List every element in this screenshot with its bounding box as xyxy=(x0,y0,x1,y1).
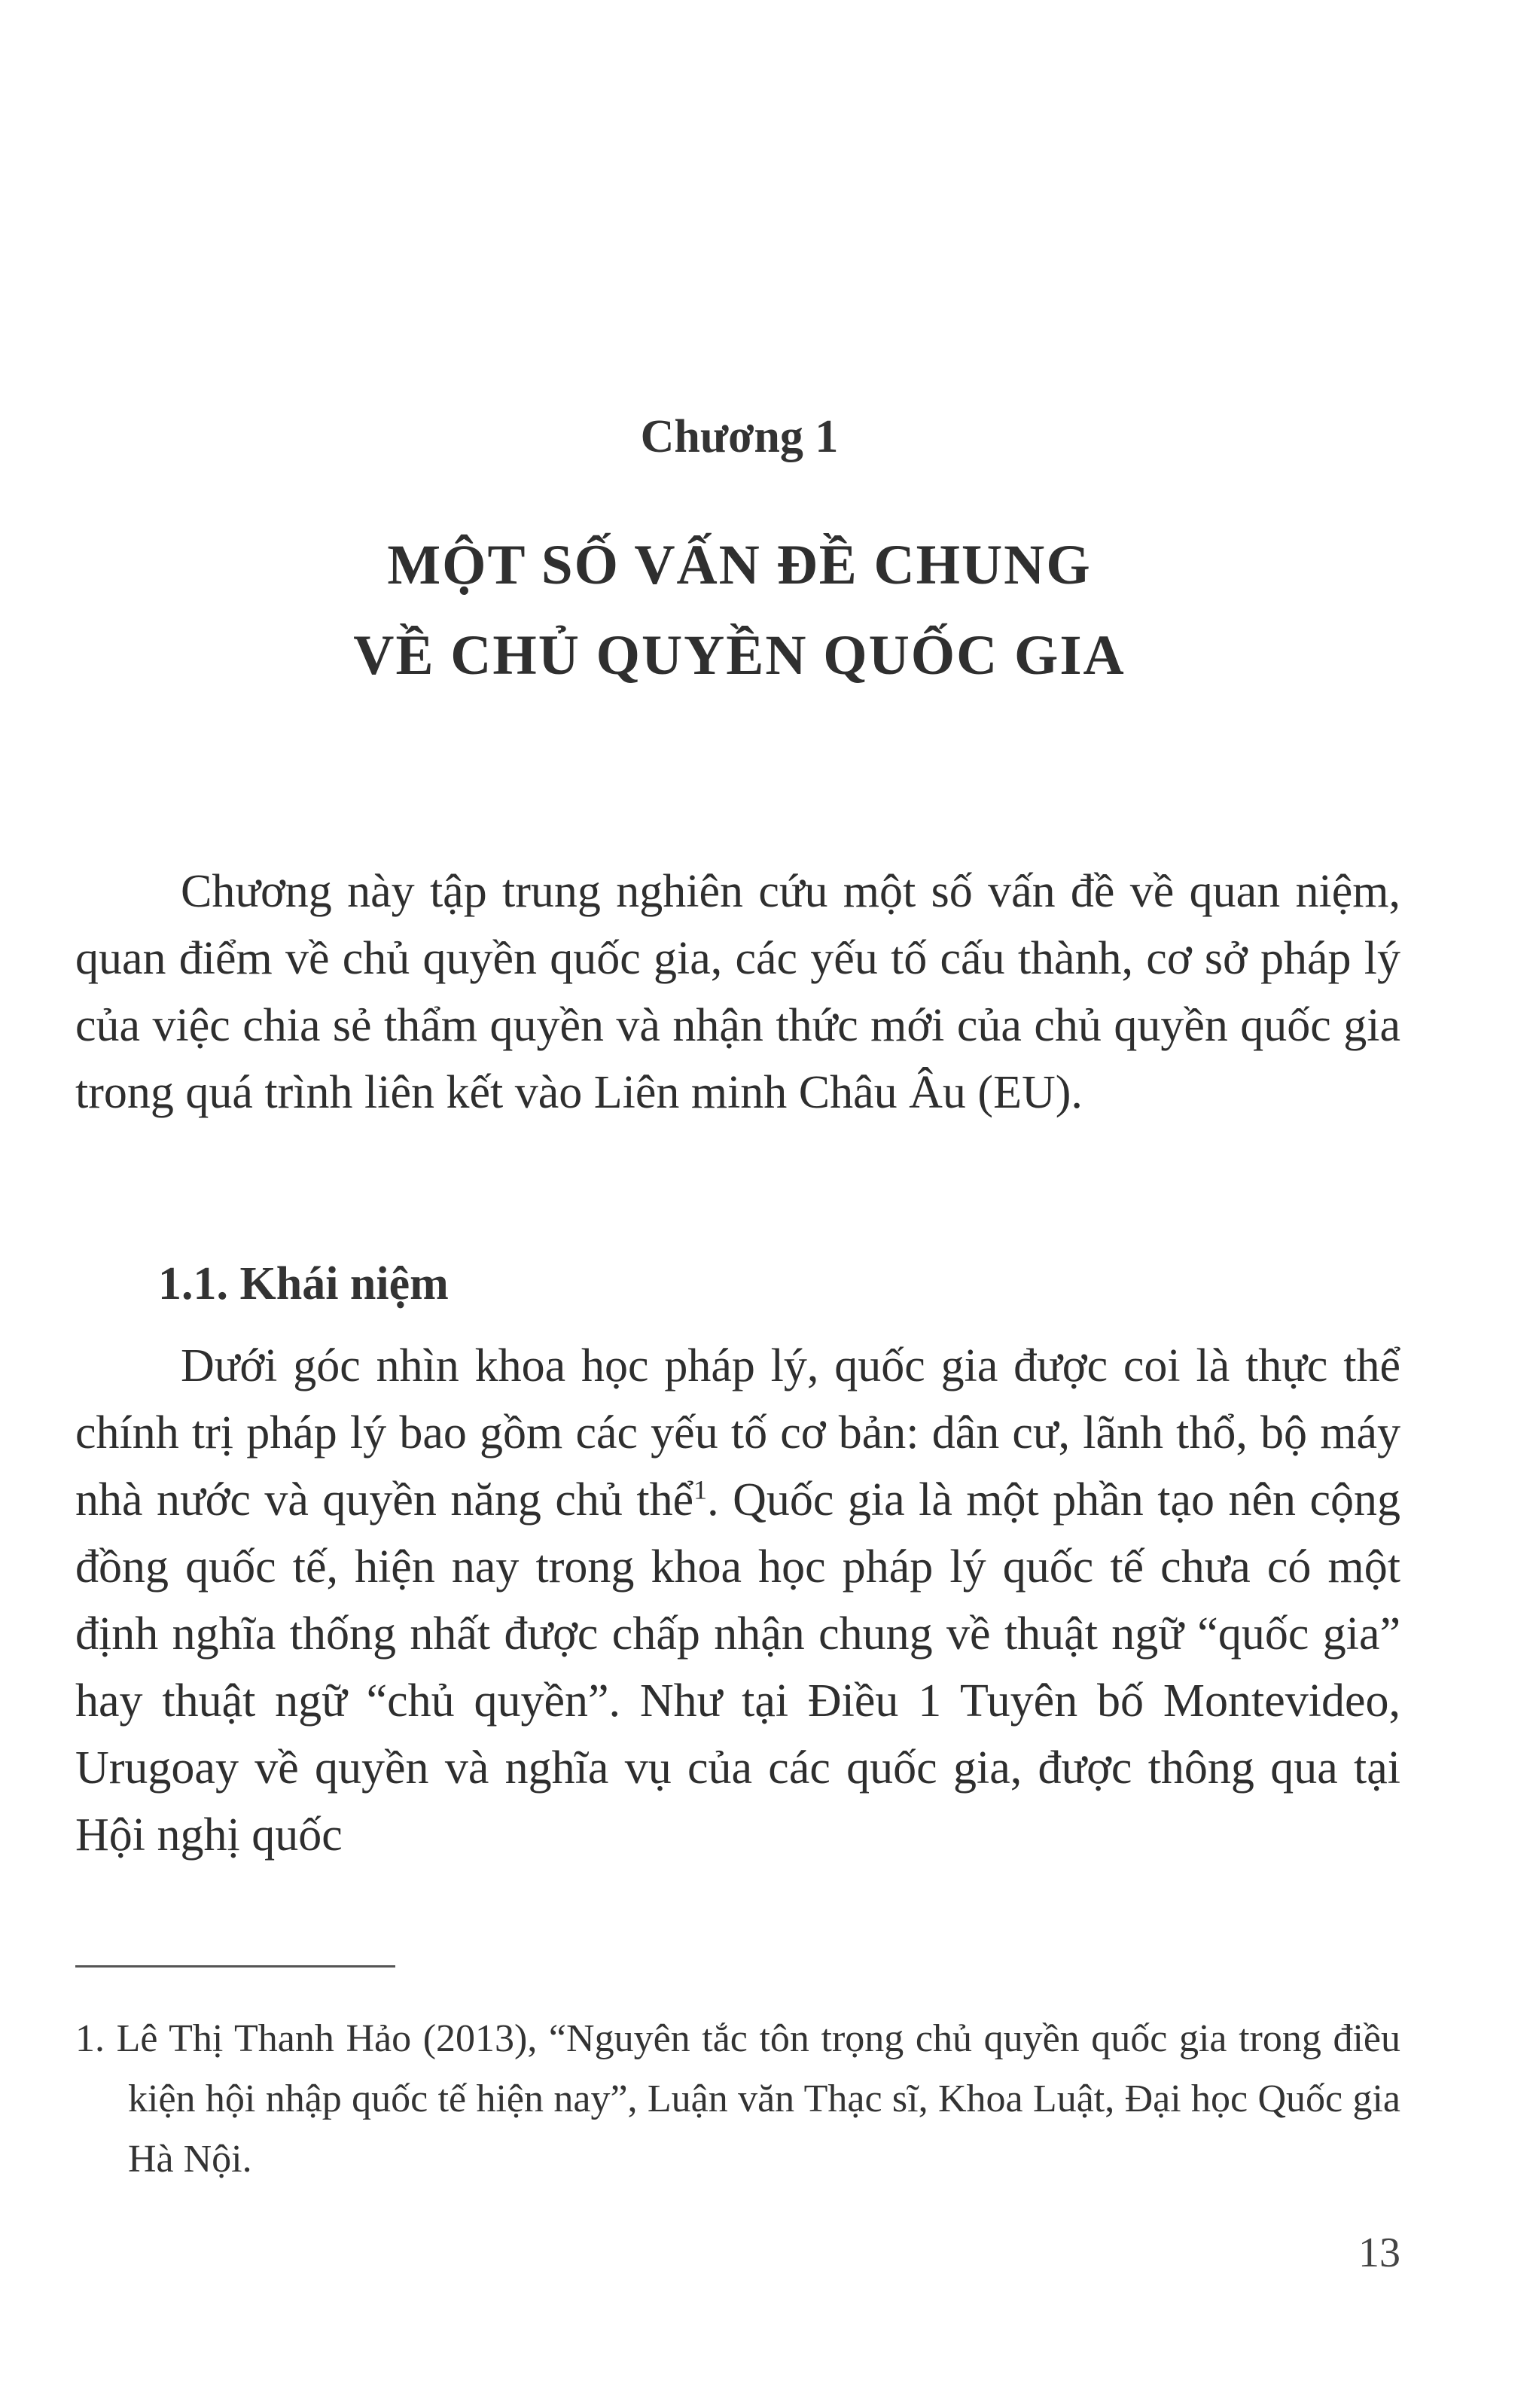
chapter-title-line-2: VỀ CHỦ QUYỀN QUỐC GIA xyxy=(353,624,1126,687)
chapter-label: Chương 1 xyxy=(640,411,839,462)
intro-paragraph xyxy=(75,858,1400,1126)
section-text xyxy=(75,1333,1400,1869)
chapter-title-line-1: MỘT SỐ VẤN ĐỀ CHUNG xyxy=(387,534,1092,596)
section-paragraph xyxy=(75,1333,1400,1869)
footnote-divider xyxy=(75,1965,395,1968)
intro-text: Chương này tập trung nghiên cứu một số vấn đề về quan niệm, quan điểm về chủ quyền quốc gia, các yếu tố cấu thành, cơ sở pháp lý của việc chia sẻ thẩm quyền và nhận thức mới của chủ quyền quốc gia trong quá trình liên kết vào Liên minh Châu Âu (EU). xyxy=(75,866,1400,1118)
footnote: 1. Lê Thị Thanh Hảo (2013), “Nguyên tắc tôn trọng chủ quyền quốc gia trong điều kiện hội nhập quốc tế hiện nay”, Luận văn Thạc sĩ, Khoa Luật, Đại học Quốc gia Hà Nội. xyxy=(75,2017,1400,2181)
footnote-marker: 1 xyxy=(693,1474,708,1505)
section-heading: 1.1. Khái niệm xyxy=(158,1258,449,1309)
section-text-part-1: Dưới góc nhìn khoa học pháp lý, quốc gia được coi là thực thể chính trị pháp lý bao gồm các yếu tố cơ bản: dân cư, lãnh thổ, bộ máy nhà nước và quyền năng chủ thể xyxy=(75,1340,1400,1526)
page-number: 13 xyxy=(1358,2230,1400,2276)
section-text-part-2: . Quốc gia là một phần tạo nên cộng đồng quốc tế, hiện nay trong khoa học pháp lý quốc tế chưa có một định nghĩa thống nhất được chấp nhận chung về thuật ngữ “quốc gia” hay thuật ngữ “chủ quyền”. Như tại Điều 1 Tuyên bố Montevideo, Urugoay về quyền và nghĩa vụ của các quốc gia, được thông qua tại Hội nghị quốc xyxy=(75,1474,1400,1861)
